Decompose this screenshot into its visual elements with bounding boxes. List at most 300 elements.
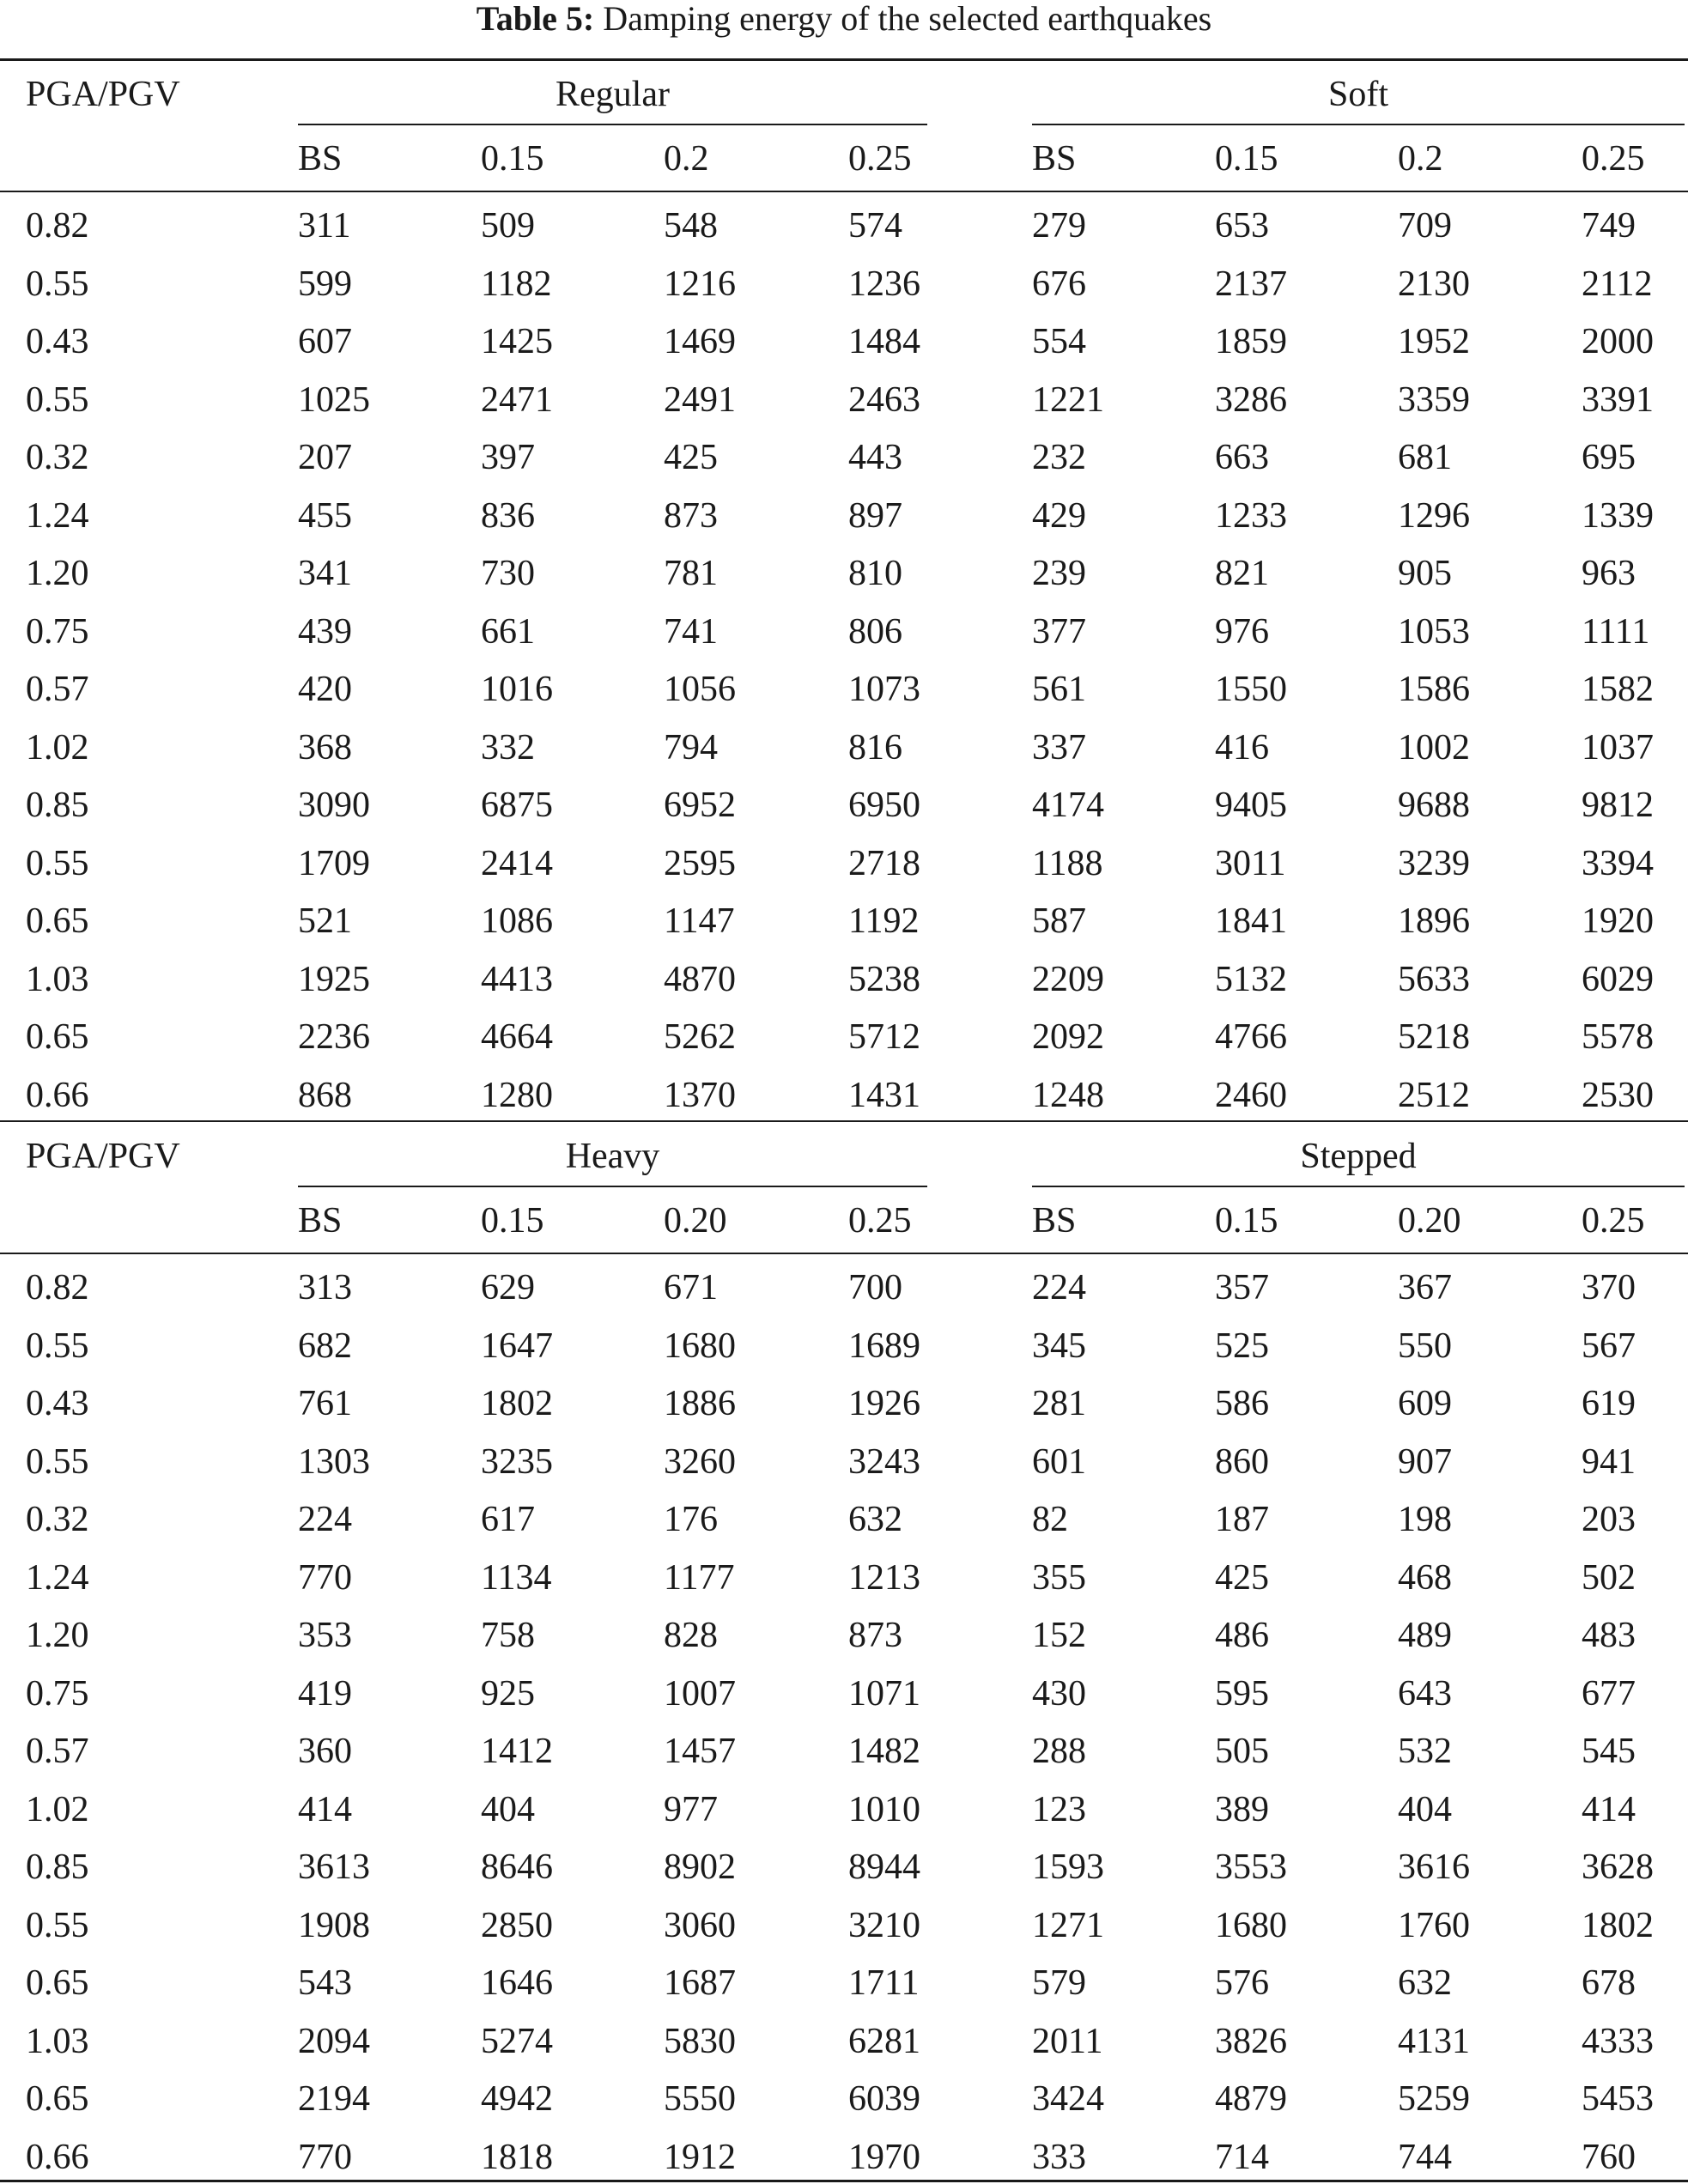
- table-cell: 941: [1582, 1441, 1636, 1482]
- table-cell: 1593: [1032, 1847, 1104, 1887]
- column-header: 0.2: [1398, 139, 1443, 179]
- table-cell: 1908: [298, 1905, 370, 1945]
- table-cell: 152: [1032, 1616, 1086, 1655]
- table-cell: 416: [1215, 727, 1269, 767]
- table-bottom-rule: [0, 2180, 1688, 2182]
- table-cell: 357: [1215, 1268, 1269, 1307]
- table-cell: 4413: [481, 959, 553, 999]
- table-cell: 419: [298, 1673, 352, 1714]
- table-cell: 579: [1032, 1963, 1086, 2003]
- table-cell: 1111: [1582, 611, 1650, 652]
- table-cell: 4174: [1032, 786, 1104, 825]
- table-cell: 1484: [848, 322, 920, 361]
- table-cell: 521: [298, 901, 352, 941]
- table-cell: 1053: [1398, 611, 1470, 652]
- table-cell: 455: [298, 495, 352, 536]
- table-cell: 1007: [664, 1673, 736, 1714]
- table-cell: 2094: [298, 2021, 370, 2061]
- table-row-label: 0.66: [26, 1075, 89, 1115]
- table-cell: 617: [481, 1500, 535, 1539]
- table-cell: 6952: [664, 786, 736, 825]
- table-cell: 9812: [1582, 786, 1654, 825]
- table-cell: 2471: [481, 379, 553, 420]
- table-cell: 404: [1398, 1789, 1452, 1829]
- table-cell: 6281: [848, 2021, 920, 2061]
- table-cell: 313: [298, 1268, 352, 1307]
- table-cell: 3553: [1215, 1847, 1287, 1887]
- column-header: 0.2: [664, 139, 709, 179]
- table-cell: 574: [848, 206, 902, 246]
- column-header: 0.25: [848, 1201, 912, 1241]
- table-row-label: 1.03: [26, 2021, 89, 2061]
- table-cell: 1711: [848, 1963, 920, 2003]
- table-cell: 2414: [481, 843, 553, 883]
- table-cell: 1280: [481, 1075, 553, 1115]
- column-header: 0.15: [481, 139, 544, 179]
- table-cell: 586: [1215, 1384, 1269, 1423]
- table-cell: 3391: [1582, 379, 1654, 420]
- table-cell: 1188: [1032, 843, 1103, 883]
- table-cell: 3628: [1582, 1847, 1654, 1887]
- table-cell: 82: [1032, 1500, 1068, 1539]
- section-top-rule: [0, 1120, 1688, 1122]
- table-cell: 682: [298, 1326, 352, 1366]
- table-cell: 3613: [298, 1847, 370, 1887]
- table-cell: 567: [1582, 1326, 1636, 1366]
- column-header: BS: [1032, 1201, 1077, 1241]
- table-row-label: 0.57: [26, 670, 89, 709]
- table-cell: 1970: [848, 2137, 920, 2177]
- table-cell: 1221: [1032, 379, 1104, 420]
- group-header-heavy: Heavy: [565, 1137, 660, 1176]
- section-top-rule: [0, 58, 1688, 61]
- table-cell: 483: [1582, 1616, 1636, 1655]
- table-cell: 821: [1215, 554, 1269, 593]
- table-cell: 1802: [1582, 1905, 1654, 1945]
- table-cell: 532: [1398, 1732, 1452, 1771]
- table-row-label: 1.02: [26, 727, 89, 767]
- table-row-label: 0.55: [26, 264, 89, 304]
- group-underline: [298, 124, 927, 125]
- table-cell: 425: [664, 438, 718, 477]
- table-cell: 1896: [1398, 901, 1470, 941]
- table-cell: 1177: [664, 1557, 735, 1598]
- table-cell: 1086: [481, 901, 553, 941]
- table-cell: 123: [1032, 1789, 1086, 1829]
- table-row-label: 0.57: [26, 1732, 89, 1771]
- table-cell: 677: [1582, 1673, 1636, 1714]
- table-cell: 3359: [1398, 379, 1470, 420]
- table-cell: 860: [1215, 1441, 1269, 1482]
- table-cell: 2112: [1582, 264, 1653, 304]
- table-cell: 6950: [848, 786, 920, 825]
- table-cell: 5830: [664, 2021, 736, 2061]
- table-cell: 360: [298, 1732, 352, 1771]
- table-cell: 632: [848, 1500, 902, 1539]
- table-cell: 5238: [848, 959, 920, 999]
- table-cell: 1339: [1582, 495, 1654, 536]
- table-cell: 1926: [848, 1384, 920, 1423]
- table-cell: 1802: [481, 1384, 553, 1423]
- table-cell: 3090: [298, 786, 370, 825]
- table-cell: 1134: [481, 1557, 552, 1598]
- table-row-label: 1.02: [26, 1789, 89, 1829]
- table-cell: 758: [481, 1616, 535, 1655]
- table-cell: 730: [481, 554, 535, 593]
- table-cell: 4131: [1398, 2021, 1470, 2061]
- table-cell: 1469: [664, 322, 736, 361]
- table-cell: 695: [1582, 438, 1636, 477]
- table-cell: 430: [1032, 1673, 1086, 1714]
- table-row-label: 0.75: [26, 1673, 89, 1714]
- header-bottom-rule: [0, 1253, 1688, 1254]
- table-cell: 2850: [481, 1905, 553, 1945]
- table-cell: 977: [664, 1789, 718, 1829]
- table-cell: 505: [1215, 1732, 1269, 1771]
- table-cell: 8646: [481, 1847, 553, 1887]
- table-cell: 414: [1582, 1789, 1636, 1829]
- table-cell: 1002: [1398, 727, 1470, 767]
- table-cell: 5550: [664, 2079, 736, 2119]
- table-row-label: 0.65: [26, 901, 89, 941]
- table-cell: 781: [664, 554, 718, 593]
- table-cell: 368: [298, 727, 352, 767]
- table-cell: 678: [1582, 1963, 1636, 2003]
- table-cell: 6029: [1582, 959, 1654, 999]
- table-cell: 676: [1032, 264, 1086, 304]
- table-cell: 1431: [848, 1075, 920, 1115]
- column-header: 0.25: [1582, 139, 1645, 179]
- table-cell: 1425: [481, 322, 553, 361]
- table-cell: 3394: [1582, 843, 1654, 883]
- table-cell: 5218: [1398, 1017, 1470, 1057]
- table-cell: 1680: [664, 1326, 736, 1366]
- table-cell: 599: [298, 264, 352, 304]
- table-cell: 632: [1398, 1963, 1452, 2003]
- table-cell: 828: [664, 1616, 718, 1655]
- table-cell: 1271: [1032, 1905, 1104, 1945]
- table-cell: 741: [664, 611, 718, 652]
- table-cell: 1647: [481, 1326, 553, 1366]
- table-cell: 1192: [848, 901, 920, 941]
- table-cell: 203: [1582, 1500, 1636, 1539]
- table-cell: 550: [1398, 1326, 1452, 1366]
- table-cell: 810: [848, 554, 902, 593]
- table-row-label: 0.65: [26, 1963, 89, 2003]
- table-cell: 1841: [1215, 901, 1287, 941]
- table-row-label: 0.65: [26, 2079, 89, 2119]
- table-cell: 6039: [848, 2079, 920, 2119]
- table-row-label: 0.43: [26, 322, 89, 361]
- table-cell: 619: [1582, 1384, 1636, 1423]
- table-cell: 1482: [848, 1732, 920, 1771]
- table-cell: 288: [1032, 1732, 1086, 1771]
- table-row-label: 1.24: [26, 495, 89, 536]
- table-cell: 897: [848, 495, 902, 536]
- table-cell: 816: [848, 727, 902, 767]
- table-cell: 1216: [664, 264, 736, 304]
- table-cell: 925: [481, 1673, 535, 1714]
- table-cell: 681: [1398, 438, 1452, 477]
- table-cell: 744: [1398, 2137, 1452, 2177]
- table-cell: 963: [1582, 554, 1636, 593]
- table-cell: 1646: [481, 1963, 553, 2003]
- table-cell: 9405: [1215, 786, 1287, 825]
- column-header: 0.15: [1215, 1201, 1278, 1241]
- table-cell: 8944: [848, 1847, 920, 1887]
- table-cell: 1037: [1582, 727, 1654, 767]
- table-cell: 1586: [1398, 670, 1470, 709]
- table-cell: 1370: [664, 1075, 736, 1115]
- table-cell: 868: [298, 1075, 352, 1115]
- table-cell: 5259: [1398, 2079, 1470, 2119]
- table-cell: 2595: [664, 843, 736, 883]
- table-cell: 279: [1032, 206, 1086, 246]
- table-cell: 414: [298, 1789, 352, 1829]
- table-cell: 1550: [1215, 670, 1287, 709]
- group-underline: [1032, 124, 1685, 125]
- table-cell: 1071: [848, 1673, 920, 1714]
- table-cell: 232: [1032, 438, 1086, 477]
- table-cell: 443: [848, 438, 902, 477]
- table-cell: 1016: [481, 670, 553, 709]
- group-header-soft: Soft: [1327, 75, 1388, 114]
- table-row-label: 0.32: [26, 438, 89, 477]
- table-cell: 749: [1582, 206, 1636, 246]
- table-cell: 2092: [1032, 1017, 1104, 1057]
- table-cell: 207: [298, 438, 352, 477]
- table-row-label: 0.85: [26, 786, 89, 825]
- table-cell: 353: [298, 1616, 352, 1655]
- table-cell: 1457: [664, 1732, 736, 1771]
- table-cell: 543: [298, 1963, 352, 2003]
- table-cell: 198: [1398, 1500, 1452, 1539]
- table-cell: 873: [664, 495, 718, 536]
- table-cell: 873: [848, 1616, 902, 1655]
- column-header: 0.15: [1215, 139, 1278, 179]
- table-cell: 1818: [481, 2137, 553, 2177]
- table-cell: 4333: [1582, 2021, 1654, 2061]
- table-cell: 337: [1032, 727, 1086, 767]
- table-cell: 3616: [1398, 1847, 1470, 1887]
- table-cell: 5712: [848, 1017, 920, 1057]
- table-row-label: 1.20: [26, 1616, 89, 1655]
- table-cell: 224: [298, 1500, 352, 1539]
- table-cell: 397: [481, 438, 535, 477]
- table-cell: 367: [1398, 1268, 1452, 1307]
- table-cell: 281: [1032, 1384, 1086, 1423]
- table-cell: 2530: [1582, 1075, 1654, 1115]
- table-cell: 429: [1032, 495, 1086, 536]
- table-cell: 548: [664, 206, 718, 246]
- table-row-label: 0.43: [26, 1384, 89, 1423]
- table-cell: 2460: [1215, 1075, 1287, 1115]
- table-cell: 545: [1582, 1732, 1636, 1771]
- column-header: BS: [1032, 139, 1077, 179]
- table-cell: 907: [1398, 1441, 1452, 1482]
- table-row-label: 1.24: [26, 1557, 89, 1598]
- table-cell: 1056: [664, 670, 736, 709]
- table-cell: 2491: [664, 379, 736, 420]
- table-cell: 341: [298, 554, 352, 593]
- table-row-label: 0.55: [26, 1441, 89, 1482]
- table-cell: 629: [481, 1268, 535, 1307]
- table-cell: 1236: [848, 264, 920, 304]
- table-cell: 333: [1032, 2137, 1086, 2177]
- table-cell: 1687: [664, 1963, 736, 2003]
- table-cell: 5274: [481, 2021, 553, 2061]
- table-cell: 4870: [664, 959, 736, 999]
- table-cell: 525: [1215, 1326, 1269, 1366]
- table-cell: 389: [1215, 1789, 1269, 1829]
- table-cell: 3826: [1215, 2021, 1287, 2061]
- table-row-label: 0.32: [26, 1500, 89, 1539]
- group-header-regular: Regular: [556, 75, 670, 114]
- table-cell: 3235: [481, 1441, 553, 1482]
- table-cell: 1582: [1582, 670, 1654, 709]
- table-cell: 5453: [1582, 2079, 1654, 2119]
- table-cell: 3424: [1032, 2079, 1104, 2119]
- table-row-label: 0.55: [26, 1905, 89, 1945]
- table-cell: 2512: [1398, 1075, 1470, 1115]
- table-cell: 806: [848, 611, 902, 652]
- table-cell: 595: [1215, 1673, 1269, 1714]
- table-cell: 1912: [664, 2137, 736, 2177]
- table-cell: 502: [1582, 1557, 1636, 1598]
- table-cell: 489: [1398, 1616, 1452, 1655]
- table-cell: 700: [848, 1268, 902, 1307]
- table-cell: 3260: [664, 1441, 736, 1482]
- table-cell: 6875: [481, 786, 553, 825]
- table-cell: 653: [1215, 206, 1269, 246]
- table-row-label: 0.66: [26, 2137, 89, 2177]
- table-cell: 976: [1215, 611, 1269, 652]
- table-cell: 2011: [1032, 2021, 1103, 2061]
- table-cell: 1073: [848, 670, 920, 709]
- table-cell: 3210: [848, 1905, 920, 1945]
- table-cell: 4879: [1215, 2079, 1287, 2119]
- table-cell: 5262: [664, 1017, 736, 1057]
- table-cell: 661: [481, 611, 535, 652]
- table-row-label: 0.65: [26, 1017, 89, 1057]
- table-row-label: 0.85: [26, 1847, 89, 1887]
- header-bottom-rule: [0, 191, 1688, 192]
- table-cell: 5633: [1398, 959, 1470, 999]
- table-cell: 5578: [1582, 1017, 1654, 1057]
- table-cell: 239: [1032, 554, 1086, 593]
- table-cell: 1233: [1215, 495, 1287, 536]
- table-cell: 601: [1032, 1441, 1086, 1482]
- table-cell: 587: [1032, 901, 1086, 941]
- table-cell: 2137: [1215, 264, 1287, 304]
- table-row-label: 0.75: [26, 611, 89, 652]
- table-cell: 905: [1398, 554, 1452, 593]
- table-cell: 709: [1398, 206, 1452, 246]
- table-cell: 1760: [1398, 1905, 1470, 1945]
- table-cell: 176: [664, 1500, 718, 1539]
- table-caption-label: Table 5:: [476, 0, 595, 38]
- table-cell: 1296: [1398, 495, 1470, 536]
- table-cell: 3060: [664, 1905, 736, 1945]
- table-cell: 370: [1582, 1268, 1636, 1307]
- table-cell: 1010: [848, 1789, 920, 1829]
- table-cell: 2236: [298, 1017, 370, 1057]
- table-cell: 1213: [848, 1557, 920, 1598]
- column-header: BS: [298, 1201, 343, 1241]
- table-cell: 561: [1032, 670, 1086, 709]
- column-header: BS: [298, 139, 343, 179]
- table-row-label: 0.55: [26, 843, 89, 883]
- table-cell: 2194: [298, 2079, 370, 2119]
- table-cell: 2000: [1582, 322, 1654, 361]
- table-cell: 1859: [1215, 322, 1287, 361]
- table-cell: 420: [298, 670, 352, 709]
- table-cell: 468: [1398, 1557, 1452, 1598]
- table-cell: 643: [1398, 1673, 1452, 1714]
- table-cell: 1303: [298, 1441, 370, 1482]
- table-cell: 1689: [848, 1326, 920, 1366]
- table-cell: 332: [481, 727, 535, 767]
- table-cell: 3239: [1398, 843, 1470, 883]
- table-cell: 4664: [481, 1017, 553, 1057]
- table-cell: 3011: [1215, 843, 1286, 883]
- table-cell: 1182: [481, 264, 552, 304]
- table-cell: 2463: [848, 379, 920, 420]
- table-cell: 187: [1215, 1500, 1269, 1539]
- table-cell: 714: [1215, 2137, 1269, 2177]
- table-row-label: 0.82: [26, 1268, 89, 1307]
- table-cell: 607: [298, 322, 352, 361]
- column-header: 0.25: [1582, 1201, 1645, 1241]
- table-cell: 671: [664, 1268, 718, 1307]
- table-cell: 1886: [664, 1384, 736, 1423]
- table-cell: 1680: [1215, 1905, 1287, 1945]
- table-cell: 4942: [481, 2079, 553, 2119]
- table-cell: 1025: [298, 379, 370, 420]
- table-cell: 1925: [298, 959, 370, 999]
- row-header-label: PGA/PGV: [26, 1137, 180, 1176]
- table-cell: 1709: [298, 843, 370, 883]
- table-cell: 2718: [848, 843, 920, 883]
- table-cell: 5132: [1215, 959, 1287, 999]
- table-caption-text: Damping energy of the selected earthquakes: [603, 0, 1212, 38]
- table-cell: 1412: [481, 1732, 553, 1771]
- table-cell: 554: [1032, 322, 1086, 361]
- group-header-stepped: Stepped: [1300, 1137, 1417, 1176]
- table-cell: 1248: [1032, 1075, 1104, 1115]
- table-cell: 794: [664, 727, 718, 767]
- group-underline: [1032, 1186, 1685, 1187]
- table-cell: 311: [298, 206, 351, 246]
- table-cell: 663: [1215, 438, 1269, 477]
- table-cell: 1952: [1398, 322, 1470, 361]
- row-header-label: PGA/PGV: [26, 75, 180, 114]
- column-header: 0.20: [1398, 1201, 1461, 1241]
- column-header: 0.25: [848, 139, 912, 179]
- table-row-label: 0.55: [26, 1326, 89, 1366]
- table-cell: 576: [1215, 1963, 1269, 2003]
- table-cell: 609: [1398, 1384, 1452, 1423]
- table-cell: 760: [1582, 2137, 1636, 2177]
- column-header: 0.20: [664, 1201, 727, 1241]
- table-cell: 761: [298, 1384, 352, 1423]
- table-cell: 8902: [664, 1847, 736, 1887]
- table-cell: 377: [1032, 611, 1086, 652]
- table-cell: 836: [481, 495, 535, 536]
- column-header: 0.15: [481, 1201, 544, 1241]
- table-row-label: 1.03: [26, 959, 89, 999]
- table-cell: 224: [1032, 1268, 1086, 1307]
